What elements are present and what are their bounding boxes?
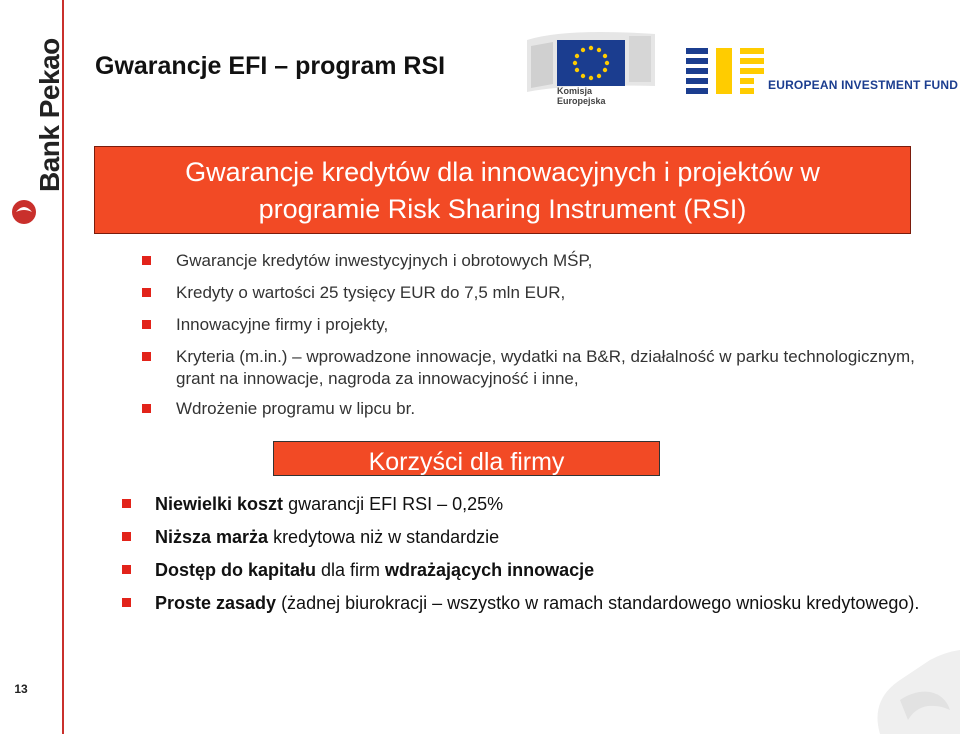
point-text: Innowacyjne firmy i projekty, [176,315,389,334]
square-bullet-icon [142,404,151,413]
list-item [140,398,920,420]
list-item [140,314,920,336]
list-item [140,282,920,304]
benefit-text: dla firm [316,560,386,580]
square-bullet-icon [122,499,131,508]
program-points-list [140,250,920,420]
benefit-text: gwarancji EFI RSI – 0,25% [283,494,504,514]
benefits-list [120,493,920,615]
benefit-bold: Proste zasady [155,593,277,613]
benefit-text: (żadnej biurokracji – wszystko w ramach standardowego wniosku kredytowego). [276,593,920,613]
point-text: Kredyty o wartości 25 tysięcy EUR do 7,5 mln EUR, [176,283,566,302]
point-text: Wdrożenie programu w lipcu br. [176,399,416,418]
list-item [120,559,920,582]
square-bullet-icon [122,565,131,574]
list-item [120,526,920,549]
program-banner [94,146,911,234]
bison-watermark-icon [860,640,960,734]
square-bullet-icon [142,256,151,265]
bank-pekao-wordmark: Bank Pekao [34,38,65,192]
ec-name-line1: Komisja [557,86,593,96]
point-text: Gwarancje kredytów inwestycyjnych i obrotowych MŚP, [176,251,593,270]
benefit-text: kredytowa niż w standardzie [268,527,500,547]
benefit-bold-2: wdrażających innowacje [385,560,595,580]
square-bullet-icon [142,352,151,361]
list-item [140,250,920,272]
eif-logo-mark [686,48,766,94]
square-bullet-icon [122,598,131,607]
list-item [120,493,920,516]
benefit-bold: Niższa marża [155,527,269,547]
page-number: 13 [14,682,28,696]
point-text: Kryteria (m.in.) – wprowadzone innowacje, wydatki na B&R, działalność w parku technologicznym, grant na innowacje, nagroda za innowacyjność i inne, [176,347,915,388]
benefits-heading: Korzyści dla firmy [368,448,565,476]
banner-line-1: Gwarancje kredytów dla innowacyjnych i projektów w [185,157,820,187]
square-bullet-icon [142,320,151,329]
banner-line-2: programie Risk Sharing Instrument (RSI) [258,194,747,224]
square-bullet-icon [142,288,151,297]
page-title: Gwarancje EFI – program RSI [95,52,446,80]
benefits-heading-box [273,441,660,476]
ec-name-line2: Europejska [557,96,606,106]
benefit-bold: Niewielki koszt [155,494,284,514]
list-item [140,346,920,390]
european-commission-name [557,86,606,106]
benefit-bold: Dostęp do kapitału [155,560,317,580]
list-item [120,592,920,615]
square-bullet-icon [122,532,131,541]
eif-name: EUROPEAN INVESTMENT FUND [768,78,959,92]
